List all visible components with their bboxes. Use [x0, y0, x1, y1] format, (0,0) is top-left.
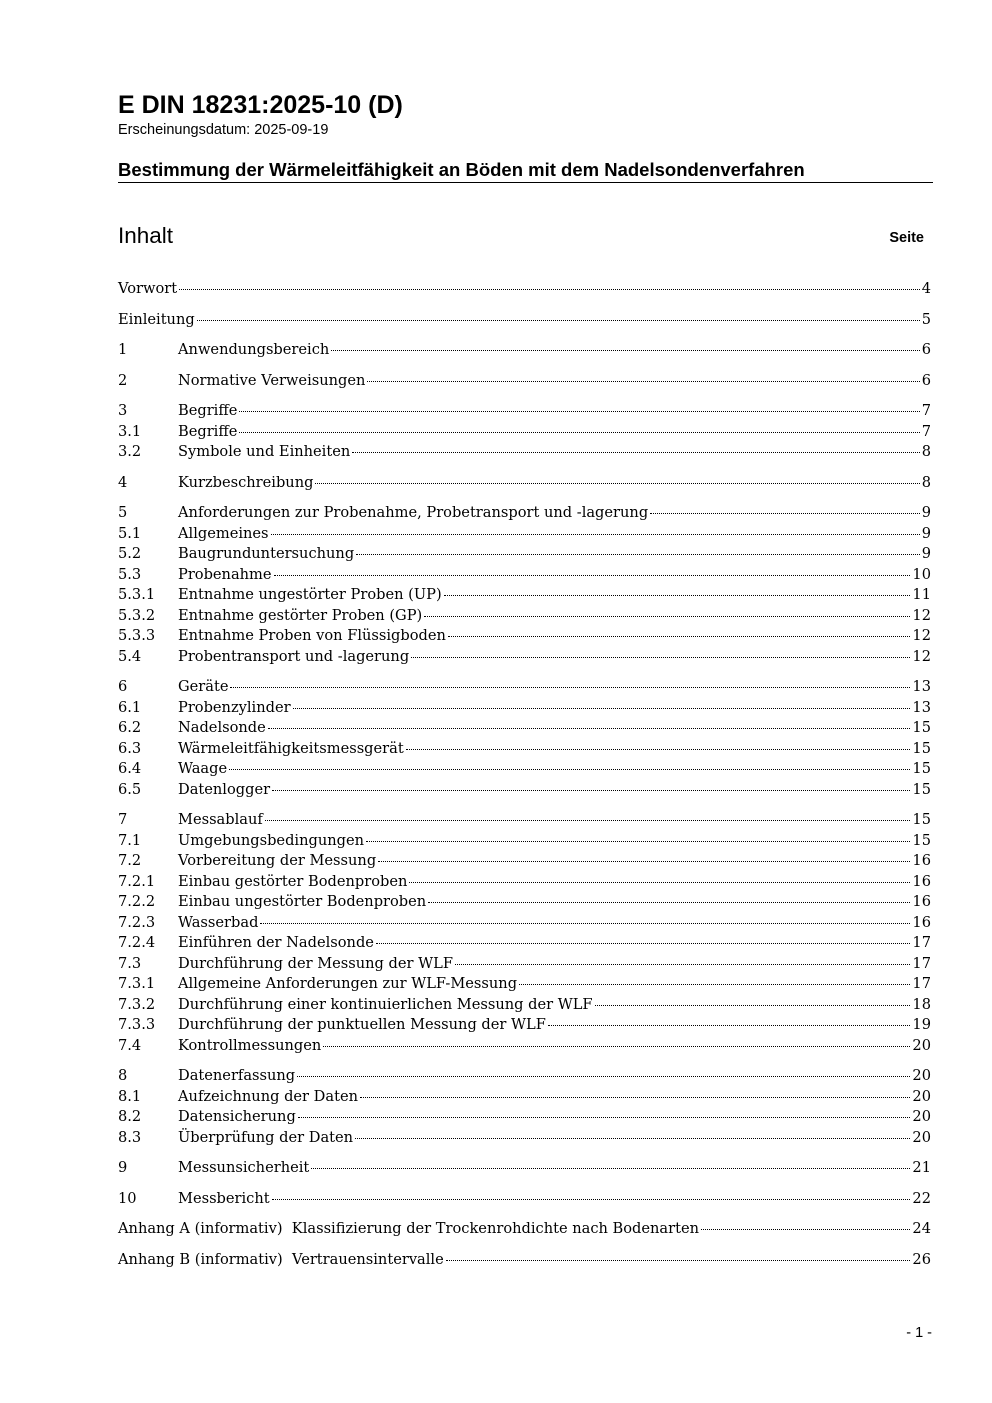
toc-entry-title: Durchführung einer kontinuierlichen Messung der WLF	[178, 995, 593, 1013]
toc-dot-leader	[293, 708, 911, 709]
toc-entry-page: 15	[912, 780, 931, 798]
toc-dot-leader	[366, 841, 910, 842]
toc-entry-number: 6	[118, 678, 128, 695]
toc-entry[interactable]	[118, 340, 931, 361]
toc-dot-leader	[323, 1046, 910, 1047]
toc-entry[interactable]	[118, 647, 931, 668]
toc-entry[interactable]	[118, 677, 931, 698]
toc-entry-title: Symbole und Einheiten	[178, 443, 351, 460]
toc-entry-number: 7.3.3	[118, 1016, 156, 1033]
toc-dot-leader	[272, 790, 910, 791]
toc-dot-leader	[409, 882, 910, 883]
toc-entry-number: 5.3.1	[118, 586, 156, 603]
toc-entry[interactable]	[118, 872, 931, 893]
toc-entry-number: 6.4	[118, 760, 142, 777]
toc-entry-title: Anforderungen zur Probenahme, Probetransport und -lagerung	[178, 504, 649, 521]
toc-entry[interactable]	[118, 954, 931, 975]
toc-entry[interactable]	[118, 1066, 931, 1087]
toc-entry[interactable]	[118, 1189, 931, 1210]
toc-entry-page: 17	[912, 934, 931, 951]
toc-dot-leader	[271, 534, 920, 535]
toc-entry-number: 7.2.1	[118, 872, 156, 890]
toc-entry[interactable]	[118, 698, 931, 719]
toc-entry-title: Einleitung	[118, 310, 195, 328]
toc-entry-number: 9	[118, 1159, 128, 1176]
toc-dot-leader	[376, 943, 910, 944]
toc-entry-page: 8	[921, 443, 931, 460]
toc-entry[interactable]	[118, 974, 931, 995]
toc-entry-number: 7.2.4	[118, 934, 156, 951]
toc-entry-page: 12	[912, 647, 931, 665]
toc-entry-page: 16	[912, 852, 931, 869]
toc-entry-page: 20	[912, 1128, 931, 1146]
toc-entry[interactable]	[118, 1128, 931, 1149]
toc-entry-title: Nadelsonde	[178, 719, 266, 736]
toc-entry-title: Probenahme	[178, 565, 272, 583]
toc-entry[interactable]	[118, 718, 931, 739]
toc-dot-leader	[298, 1117, 911, 1118]
toc-entry[interactable]	[118, 851, 931, 872]
toc-entry-number: 6.2	[118, 719, 142, 736]
toc-entry-title: Entnahme Proben von Flüssigboden	[178, 627, 446, 644]
toc-dot-leader	[519, 984, 910, 985]
toc-dot-leader	[411, 657, 910, 658]
toc-dot-leader	[428, 902, 910, 903]
toc-entry-title: Allgemeines	[178, 524, 269, 542]
toc-entry-page: 6	[921, 341, 931, 358]
toc-dot-leader	[331, 350, 919, 351]
toc-entry-page: 15	[912, 719, 931, 736]
toc-entry-title: Normative Verweisungen	[178, 371, 366, 389]
toc-entry-number: 5.2	[118, 545, 142, 562]
toc-entry-number: 7.2.3	[118, 913, 156, 931]
toc-dot-leader	[406, 749, 911, 750]
toc-entry-page: 17	[912, 975, 931, 992]
toc-entry[interactable]	[118, 810, 931, 831]
toc-entry[interactable]	[118, 759, 931, 780]
toc-entry-number: 1	[118, 341, 128, 358]
toc-entry-title: Messbericht	[178, 1189, 270, 1207]
toc-entry[interactable]	[118, 442, 931, 463]
toc-dot-leader	[239, 432, 919, 433]
toc-entry-number: 8.1	[118, 1087, 142, 1105]
toc-entry[interactable]	[118, 1107, 931, 1128]
toc-entry-page: 24	[912, 1220, 931, 1237]
toc-dot-leader	[444, 595, 911, 596]
toc-entry[interactable]	[118, 279, 931, 300]
toc-entry-page: 11	[912, 586, 931, 603]
toc-entry[interactable]	[118, 544, 931, 565]
toc-entry-title: Einführen der Nadelsonde	[178, 934, 374, 951]
toc-entry-title: Wärmeleitfähigkeitsmessgerät	[178, 739, 404, 757]
toc-entry[interactable]	[118, 1219, 931, 1240]
toc-entry-number: 7.2	[118, 852, 142, 869]
toc-entry-title: Baugrunduntersuchung	[178, 545, 355, 562]
toc-entry-number: 7.3.2	[118, 995, 156, 1013]
toc-entry-page: 10	[912, 565, 931, 583]
toc-entry-title: Probentransport und -lagerung	[178, 647, 410, 665]
toc-entry-page: 13	[912, 678, 931, 695]
toc-entry[interactable]	[118, 1250, 931, 1271]
toc-dot-leader	[179, 289, 920, 290]
toc-entry-page: 8	[921, 473, 931, 491]
toc-entry-number: 6.3	[118, 739, 142, 757]
toc-dot-leader	[197, 320, 920, 321]
toc-dot-leader	[260, 923, 910, 924]
toc-entry-page: 20	[912, 1067, 931, 1084]
toc-entry-number: 6.5	[118, 780, 142, 798]
toc-dot-leader	[367, 381, 919, 382]
toc-entry-page: 12	[912, 606, 931, 624]
toc-entry-title: Datensicherung	[178, 1108, 296, 1125]
toc-entry-page: 19	[912, 1016, 931, 1033]
toc-dot-leader	[595, 1005, 911, 1006]
toc-entry-page: 7	[921, 402, 931, 419]
toc-entry-number: 7.1	[118, 831, 142, 849]
toc-entry-title: Begriffe	[178, 402, 238, 419]
toc-entry-page: 9	[921, 504, 931, 521]
toc-entry-number: 8.2	[118, 1108, 142, 1125]
toc-dot-leader	[355, 1138, 910, 1139]
toc-entry-page: 26	[912, 1250, 931, 1268]
title-underline	[118, 182, 933, 183]
toc-entry-title: Entnahme ungestörter Proben (UP)	[178, 586, 442, 603]
toc-entry-number: 10	[118, 1189, 137, 1207]
toc-entry-title: Anwendungsbereich	[178, 341, 330, 358]
toc-entry-page: 21	[912, 1159, 931, 1176]
toc-entry[interactable]	[118, 524, 931, 545]
toc-dot-leader	[265, 820, 911, 821]
toc-entry-title: Wasserbad	[178, 913, 259, 931]
toc-entry-page: 15	[912, 811, 931, 828]
toc-entry-page: 15	[912, 831, 931, 849]
toc-entry[interactable]	[118, 933, 931, 954]
page-column-label: Seite	[889, 230, 924, 246]
toc-entry-page: 18	[912, 995, 931, 1013]
toc-dot-leader	[455, 964, 910, 965]
toc-entry-page: 6	[921, 371, 931, 389]
toc-entry[interactable]	[118, 626, 931, 647]
toc-entry-title: Datenlogger	[178, 780, 271, 798]
page-number: - 1 -	[906, 1325, 932, 1341]
toc-dot-leader	[356, 554, 920, 555]
toc-dot-leader	[272, 1199, 911, 1200]
toc-entry-title: Allgemeine Anforderungen zur WLF-Messung	[178, 975, 518, 992]
toc-dot-leader	[650, 513, 920, 514]
toc-entry-title: Vorwort	[118, 280, 178, 297]
table-of-contents	[118, 279, 931, 1270]
toc-dot-leader	[311, 1168, 910, 1169]
toc-entry-number: 7.3.1	[118, 975, 156, 992]
toc-entry-number: 5.3.2	[118, 606, 156, 624]
toc-dot-leader	[360, 1097, 910, 1098]
toc-entry[interactable]	[118, 401, 931, 422]
toc-entry-title: Umgebungsbedingungen	[178, 831, 364, 849]
toc-entry[interactable]	[118, 831, 931, 852]
toc-entry-page: 20	[912, 1036, 931, 1054]
toc-entry-page: 16	[912, 872, 931, 890]
toc-dot-leader	[701, 1229, 910, 1230]
toc-entry[interactable]	[118, 585, 931, 606]
toc-entry-page: 22	[912, 1189, 931, 1207]
toc-entry-title: Einbau gestörter Bodenproben	[178, 872, 408, 890]
toc-entry-number: 7.2.2	[118, 893, 156, 910]
toc-entry-title: Messunsicherheit	[178, 1159, 310, 1176]
toc-entry-number: 5.4	[118, 647, 142, 665]
toc-entry-page: 15	[912, 760, 931, 777]
toc-entry[interactable]	[118, 1015, 931, 1036]
toc-entry[interactable]	[118, 780, 931, 801]
toc-entry-number: 7.3	[118, 954, 142, 972]
toc-entry-page: 16	[912, 913, 931, 931]
toc-dot-leader	[352, 452, 919, 453]
toc-entry-page: 13	[912, 698, 931, 716]
toc-entry-number: 5.1	[118, 524, 142, 542]
toc-entry-page: 20	[912, 1087, 931, 1105]
toc-entry-number: 3.2	[118, 443, 142, 460]
toc-entry-number: 3	[118, 402, 128, 419]
toc-entry-number: 6.1	[118, 698, 142, 716]
toc-entry[interactable]	[118, 606, 931, 627]
toc-entry-page: 17	[912, 954, 931, 972]
toc-entry-number: 3.1	[118, 422, 142, 440]
toc-entry-title: Aufzeichnung der Daten	[178, 1087, 358, 1105]
toc-dot-leader	[239, 411, 919, 412]
toc-entry[interactable]	[118, 995, 931, 1016]
toc-entry-page: 9	[921, 524, 931, 542]
toc-entry[interactable]	[118, 565, 931, 586]
document-title: Bestimmung der Wärmeleitfähigkeit an Böden mit dem Nadelsondenverfahren	[118, 159, 805, 180]
toc-entry[interactable]	[118, 913, 931, 934]
toc-entry-number: 7.4	[118, 1036, 142, 1054]
toc-dot-leader	[446, 1260, 911, 1261]
toc-entry-title: Kurzbeschreibung	[178, 473, 314, 491]
toc-entry-number: 8	[118, 1067, 128, 1084]
toc-entry-title: Anhang B (informativ) Vertrauensintervalle	[118, 1250, 444, 1268]
document-id: E DIN 18231:2025-10 (D)	[118, 91, 403, 119]
toc-entry[interactable]	[118, 892, 931, 913]
toc-entry[interactable]	[118, 371, 931, 392]
toc-dot-leader	[448, 636, 911, 637]
toc-entry-number: 5.3.3	[118, 627, 156, 644]
toc-entry-page: 9	[921, 545, 931, 562]
toc-dot-leader	[315, 483, 919, 484]
toc-dot-leader	[230, 687, 910, 688]
toc-entry-number: 5	[118, 504, 128, 521]
toc-dot-leader	[268, 728, 911, 729]
toc-heading: Inhalt	[118, 223, 174, 248]
publication-date: Erscheinungsdatum: 2025-09-19	[118, 122, 329, 138]
toc-entry-title: Probenzylinder	[178, 698, 291, 716]
toc-entry-title: Waage	[178, 760, 228, 777]
toc-entry-page: 16	[912, 893, 931, 910]
toc-entry-title: Einbau ungestörter Bodenproben	[178, 893, 427, 910]
toc-entry-title: Datenerfassung	[178, 1067, 296, 1084]
toc-dot-leader	[229, 769, 910, 770]
toc-entry[interactable]	[118, 1158, 931, 1179]
toc-entry-title: Geräte	[178, 678, 229, 695]
toc-entry-title: Kontrollmessungen	[178, 1036, 322, 1054]
toc-dot-leader	[297, 1076, 910, 1077]
toc-entry-title: Messablauf	[178, 811, 263, 828]
toc-entry-number: 8.3	[118, 1128, 142, 1146]
toc-entry-page: 4	[921, 280, 931, 297]
toc-entry[interactable]	[118, 1087, 931, 1108]
toc-entry-number: 5.3	[118, 565, 142, 583]
toc-entry-title: Begriffe	[178, 422, 238, 440]
toc-entry[interactable]	[118, 422, 931, 443]
toc-entry-number: 4	[118, 473, 128, 491]
toc-entry-number: 2	[118, 371, 128, 389]
toc-entry-number: 7	[118, 811, 128, 828]
toc-entry-title: Durchführung der punktuellen Messung der WLF	[178, 1016, 546, 1033]
toc-entry-title: Durchführung der Messung der WLF	[178, 954, 453, 972]
toc-dot-leader	[548, 1025, 911, 1026]
toc-entry-page: 15	[912, 739, 931, 757]
toc-entry[interactable]	[118, 503, 931, 524]
toc-entry-page: 5	[921, 310, 931, 328]
toc-dot-leader	[424, 616, 910, 617]
toc-entry-page: 12	[912, 627, 931, 644]
toc-entry[interactable]	[118, 739, 931, 760]
toc-entry[interactable]	[118, 310, 931, 331]
toc-entry[interactable]	[118, 473, 931, 494]
toc-entry-page: 20	[912, 1108, 931, 1125]
toc-entry[interactable]	[118, 1036, 931, 1057]
toc-entry-title: Vorbereitung der Messung	[178, 852, 377, 869]
toc-dot-leader	[274, 575, 911, 576]
toc-entry-page: 7	[921, 422, 931, 440]
toc-entry-title: Entnahme gestörter Proben (GP)	[178, 606, 423, 624]
toc-dot-leader	[378, 861, 910, 862]
toc-entry-title: Überprüfung der Daten	[178, 1128, 354, 1146]
toc-entry-title: Anhang A (informativ) Klassifizierung der Trockenrohdichte nach Bodenarten	[118, 1220, 700, 1237]
